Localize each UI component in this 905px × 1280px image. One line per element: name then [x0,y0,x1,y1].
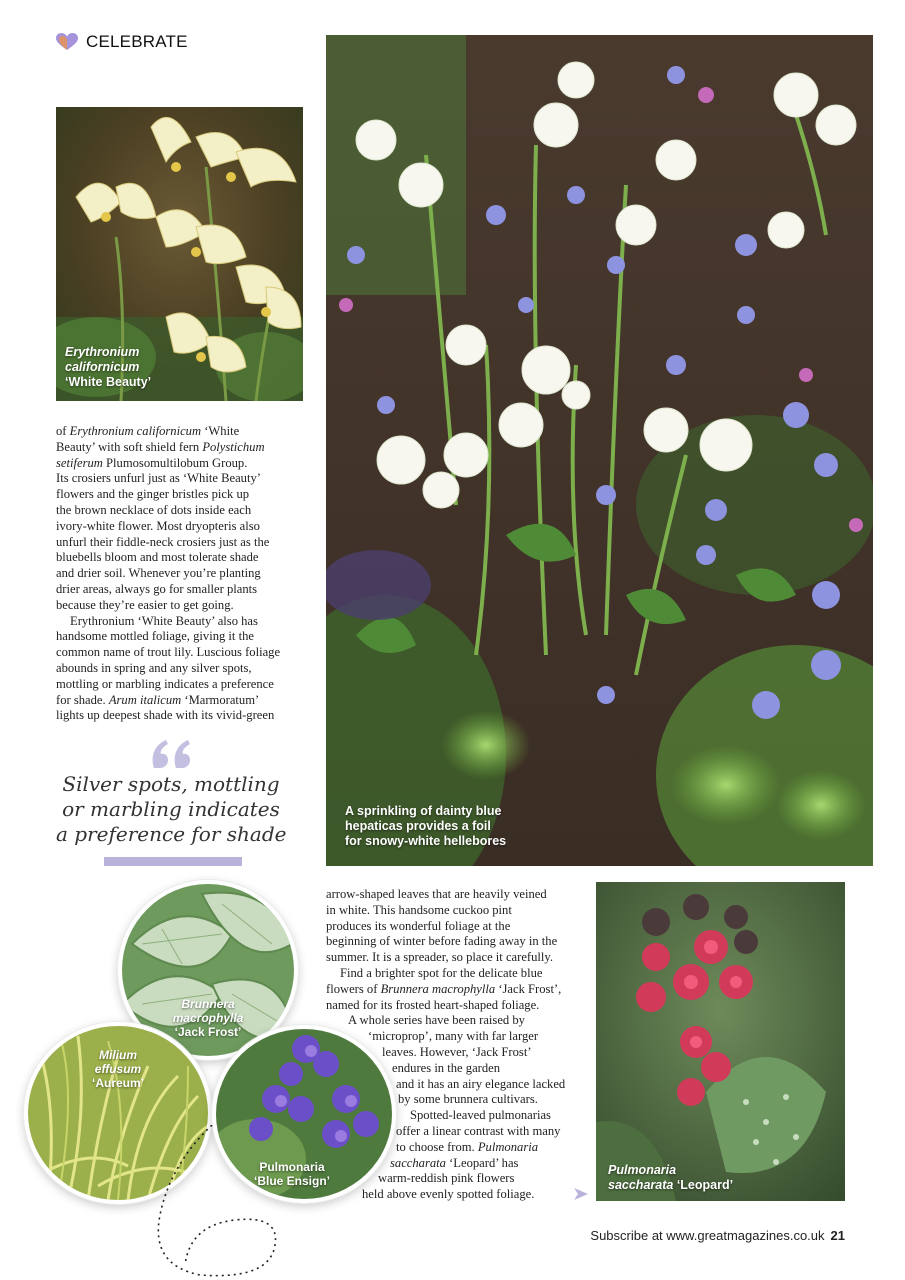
text-line: Erythronium ‘White Beauty’ also has [70,613,258,628]
text-line: for shade. Arum italicum ‘Marmoratum’ [56,692,260,707]
caption-line-2: hepaticas provides a foil [345,819,491,833]
text-line: produces its wonderful foliage at the [326,918,511,933]
text-line: saccharata ‘Leopard’ has [390,1155,519,1170]
caption-cultivar: ‘Aureum’ [91,1076,144,1090]
section-title: CELEBRATE [86,32,188,51]
quote-mark-icon [150,738,192,768]
text-line: mottling or marbling indicates a preference [56,676,274,691]
text-line: leaves. However, ‘Jack Frost’ [382,1044,532,1059]
hellebore-photo [326,35,873,866]
pull-quote-line-1: Silver spots, mottling [62,772,280,796]
text-line: the brown necklace of dots inside each [56,502,252,517]
text-line: warm-reddish pink flowers [378,1171,515,1186]
quote-divider [104,857,242,866]
hellebore-caption [345,804,506,849]
pulmonaria-leopard-caption [608,1163,733,1193]
text-line: arrow-shaped leaves that are heavily veined [326,887,547,901]
text-line: in white. This handsome cuckoo pint [326,902,512,917]
dotted-swirl [150,1125,290,1280]
pull-quote-line-3: a preference for shade [56,822,287,846]
caption-species: effusum [94,1062,142,1076]
text-line: A whole series have been raised by [348,1013,525,1028]
text-line: of Erythronium californicum ‘White [56,424,240,438]
pull-quote [56,772,286,847]
text-line: to choose from. Pulmonaria [396,1139,539,1154]
subscribe-link[interactable]: Subscribe at www.greatmagazines.co.uk [590,1228,825,1243]
text-line: named for its frosted heart-shaped foliage. [326,997,540,1012]
caption-genus: Pulmonaria [259,1160,325,1174]
caption-line-3: for snowy-white hellebores [345,834,507,848]
pulmonaria-leopard-photo [596,882,845,1201]
erythronium-caption [65,345,151,390]
pull-quote-line-2: or marbling indicates [62,797,280,821]
heart-icon [56,33,78,51]
text-line: flowers of Brunnera macrophylla ‘Jack Frost’, [326,981,562,996]
erythronium-photo [56,107,303,401]
text-line: drier areas, always go for smaller plants [56,581,258,596]
page-number: 21 [830,1228,845,1243]
text-line: handsome mottled foliage, giving it the [56,629,254,644]
arrow-pointer-icon [574,1188,588,1200]
caption-genus: Milium [99,1048,137,1062]
footer [590,1228,845,1243]
text-line: and it has an airy elegance lacked [396,1076,566,1091]
caption-genus: Brunnera [181,997,235,1011]
body-text-mid [326,887,571,1203]
text-line: Spotted-leaved pulmonarias [410,1108,551,1123]
text-line: beginning of winter before fading away in the [326,934,558,949]
caption-genus: Erythronium [65,345,140,359]
text-line: Beauty’ with soft shield fern Polystichum [56,439,265,454]
text-line: ivory-white flower. Most dryopteris also [56,518,260,533]
text-line: setiferum Plumosomultilobum Group. [56,455,248,470]
caption-genus: Pulmonaria [608,1163,677,1177]
text-line: Its crosiers unfurl just as ‘White Beauty’ [56,471,261,486]
text-line: offer a linear contrast with many [396,1123,561,1138]
text-line: lights up deepest shade with its vivid-green [56,708,275,723]
text-line: common name of trout lily. Luscious foliage [56,645,281,660]
caption-cultivar: ‘Jack Frost’ [174,1025,242,1039]
caption-cultivar: ‘White Beauty’ [65,375,152,389]
text-line: unfurl their fiddle-neck crosiers just as the [56,534,270,549]
text-line: Find a brighter spot for the delicate blue [340,965,543,980]
text-line: flowers and the ginger bristles pick up [56,487,250,502]
caption-species: macrophylla [172,1011,244,1025]
text-line: abounds in spring and any silver spots, [56,660,252,675]
caption-line-1: A sprinkling of dainty blue [345,804,502,818]
text-line: endures in the garden [392,1060,501,1075]
caption-species: saccharata [608,1178,674,1192]
pulmonaria-leopard-image [596,882,845,1201]
text-line: because they’re easier to get going. [56,597,234,612]
caption-cultivar: ‘Blue Ensign’ [253,1174,330,1188]
caption-cultivar: ‘Leopard’ [676,1178,734,1192]
caption-species: californicum [65,360,140,374]
body-text-left [56,424,306,724]
text-line: and drier soil. Whenever you’re planting [56,566,261,581]
text-line: summer. It is a spreader, so place it carefully. [326,950,554,965]
text-line: ‘microprop’, many with far larger [368,1029,539,1044]
text-line: bluebells bloom and most tolerate shade [56,550,259,565]
milium-caption [28,1048,208,1090]
hellebore-image [326,35,873,866]
text-line: by some brunnera cultivars. [398,1092,538,1107]
text-line: held above evenly spotted foliage. [362,1187,535,1202]
section-label [56,32,188,52]
